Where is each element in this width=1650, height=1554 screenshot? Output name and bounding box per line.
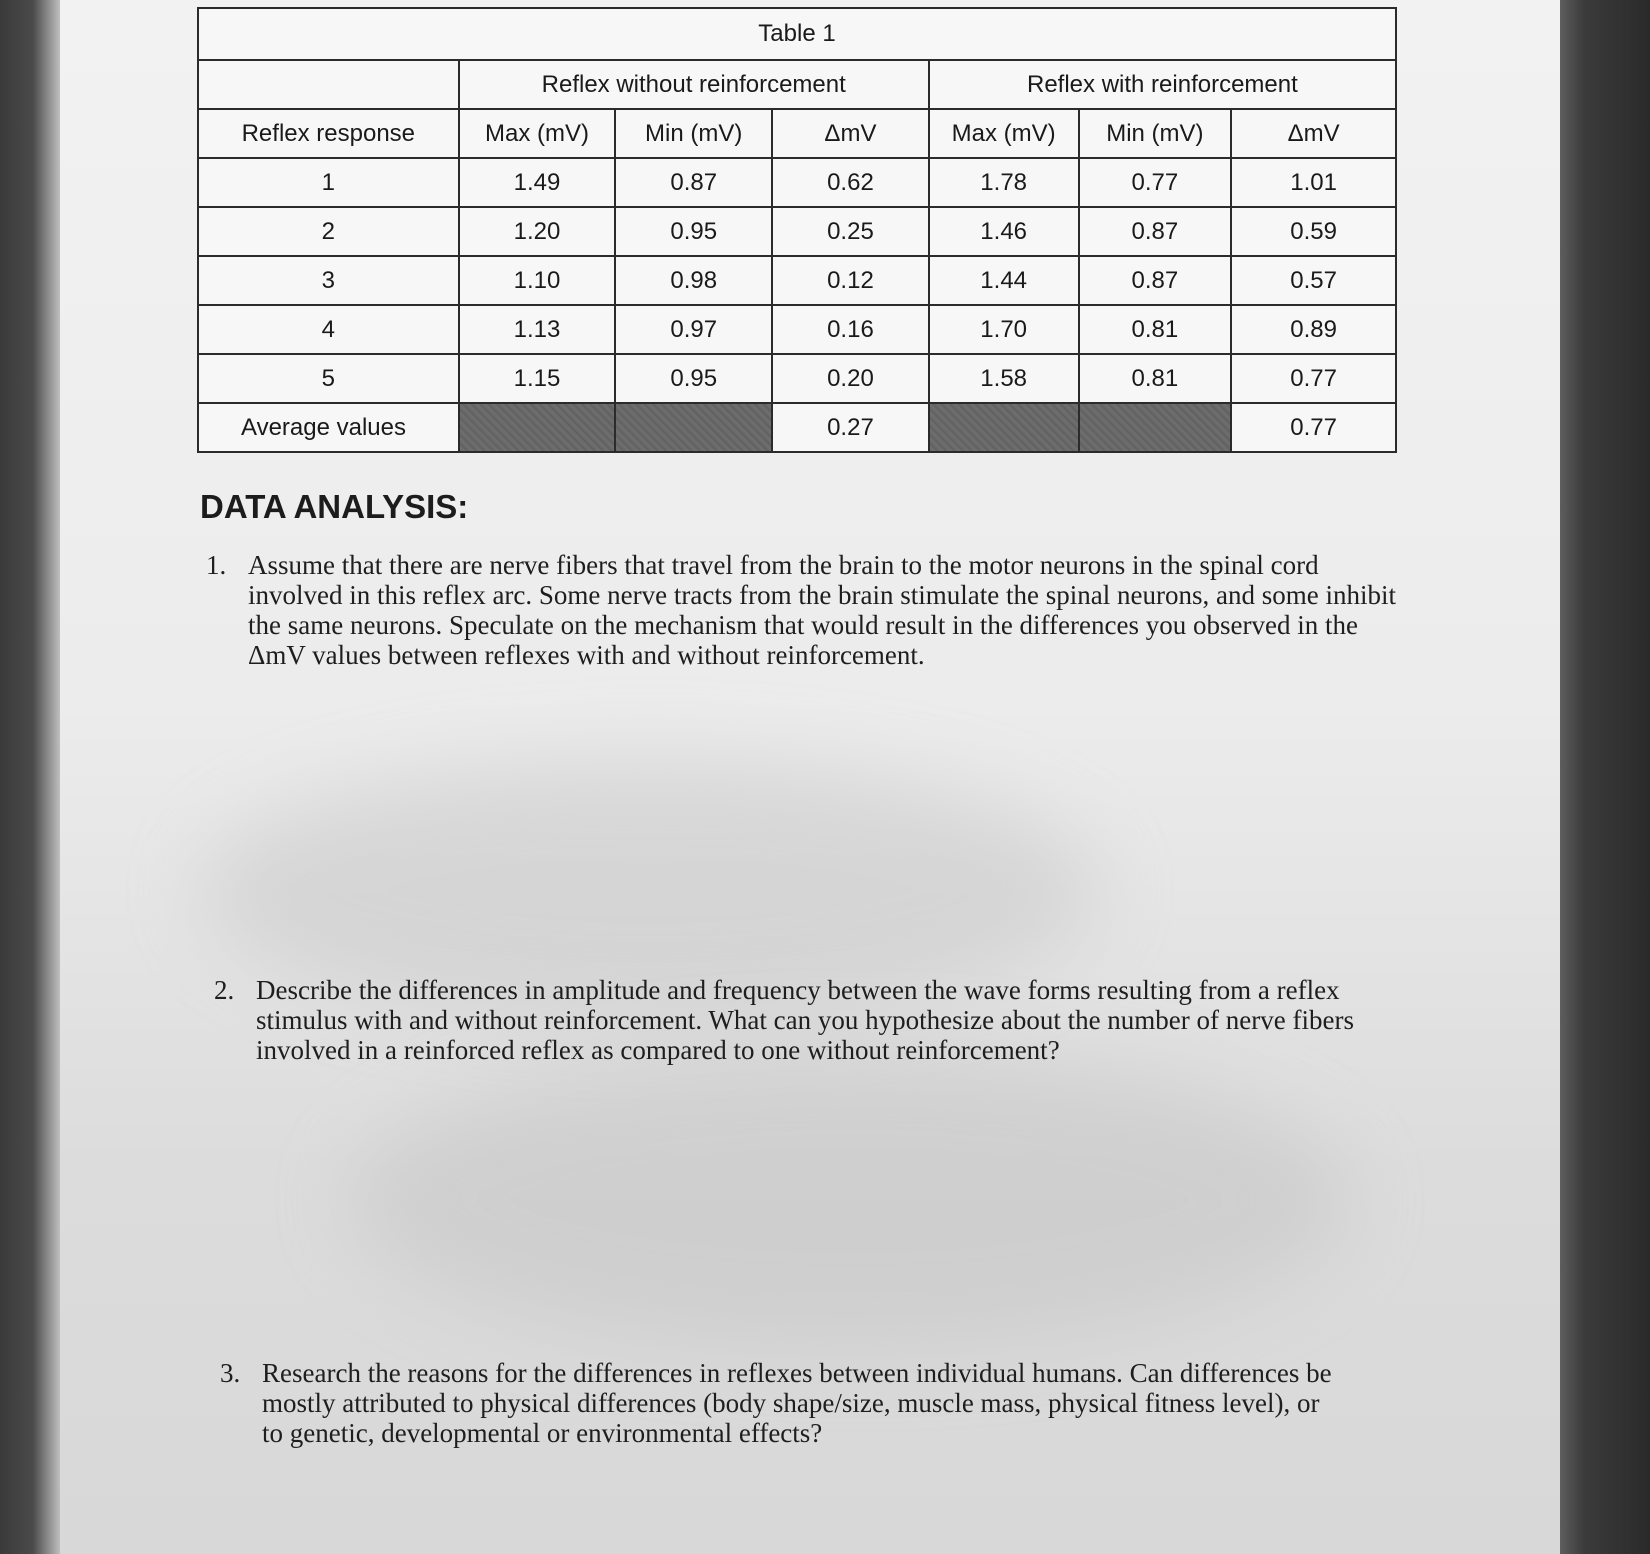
hand-shadow — [350, 1050, 1350, 1350]
data-analysis-heading: DATA ANALYSIS: — [200, 488, 469, 525]
data-table — [197, 7, 1397, 453]
table-cell: 1.44 — [929, 256, 1079, 305]
table-cell: 2 — [198, 207, 459, 256]
question-number: 1. — [206, 550, 227, 580]
table-cell: 1.78 — [929, 158, 1079, 207]
question-text: Assume that there are nerve fibers that travel from the brain to the motor neurons in the spinal cord involved in this reflex arc. Some nerve tracts from the brain stimulate the spinal neurons, and some inhibit the same neurons. Speculate on the mechanism that would result in the differences you observed in the ΔmV values between reflexes with and without reinforcement. — [248, 550, 1396, 670]
table-row — [198, 158, 1396, 207]
shaded-cell — [459, 403, 616, 452]
table-cell: 0.81 — [1079, 305, 1232, 354]
group-header-with: Reflex with reinforcement — [929, 60, 1396, 109]
table-cell: 1.20 — [459, 207, 616, 256]
table-cell: 1.13 — [459, 305, 616, 354]
column-header: Max (mV) — [929, 109, 1079, 158]
table-cell: 0.95 — [615, 354, 772, 403]
column-header: ΔmV — [772, 109, 929, 158]
table-cell: 1.58 — [929, 354, 1079, 403]
table-row — [198, 256, 1396, 305]
table-cell: 1.46 — [929, 207, 1079, 256]
average-row — [198, 403, 1396, 452]
question-text: Describe the differences in amplitude and frequency between the wave forms resulting from a reflex stimulus with and without reinforcement. What can you hypothesize about the number of nerve fibers involved in a reinforced reflex as compared to one without reinforcement? — [256, 975, 1354, 1065]
table-cell: 0.87 — [615, 158, 772, 207]
table-row — [198, 207, 1396, 256]
table-cell: 0.57 — [1231, 256, 1396, 305]
empty-header-cell — [198, 60, 459, 109]
group-header-without: Reflex without reinforcement — [459, 60, 929, 109]
table-row — [198, 354, 1396, 403]
column-header: Max (mV) — [459, 109, 616, 158]
table-cell: 0.12 — [772, 256, 929, 305]
table-cell: 0.62 — [772, 158, 929, 207]
table-cell: 0.77 — [1079, 158, 1232, 207]
table-cell: 4 — [198, 305, 459, 354]
average-label: Average values — [198, 403, 459, 452]
shaded-cell — [615, 403, 772, 452]
question-1 — [206, 550, 1418, 670]
table-cell: 3 — [198, 256, 459, 305]
column-header: Min (mV) — [1079, 109, 1232, 158]
table-title: Table 1 — [198, 8, 1396, 60]
table-cell: 1.01 — [1231, 158, 1396, 207]
table-cell: 0.59 — [1231, 207, 1396, 256]
table-cell: 1 — [198, 158, 459, 207]
table-cell: 0.16 — [772, 305, 929, 354]
table-cell: 0.95 — [615, 207, 772, 256]
table-cell: 0.20 — [772, 354, 929, 403]
table-cell: 0.81 — [1079, 354, 1232, 403]
table-cell: 0.87 — [1079, 207, 1232, 256]
table-cell: 1.49 — [459, 158, 616, 207]
table-cell: 1.15 — [459, 354, 616, 403]
shaded-cell — [1079, 403, 1232, 452]
table-cell: 0.98 — [615, 256, 772, 305]
question-text: Research the reasons for the differences in reflexes between individual humans. Can differences be mostly attributed to physical differences (body shape/size, muscle mass, physical fitness level), or to genetic, developmental or environmental effects? — [262, 1358, 1332, 1448]
average-delta-with: 0.77 — [1231, 403, 1396, 452]
table-row — [198, 305, 1396, 354]
column-header: ΔmV — [1231, 109, 1396, 158]
table-cell: 1.10 — [459, 256, 616, 305]
table-cell: 5 — [198, 354, 459, 403]
column-header: Reflex response — [198, 109, 459, 158]
question-2 — [214, 975, 1396, 1065]
table-cell: 0.25 — [772, 207, 929, 256]
table-cell: 0.77 — [1231, 354, 1396, 403]
shaded-cell — [929, 403, 1079, 452]
table-cell: 1.70 — [929, 305, 1079, 354]
question-number: 2. — [214, 975, 235, 1005]
average-delta-without: 0.27 — [772, 403, 929, 452]
question-number: 3. — [220, 1358, 241, 1388]
table-cell: 0.97 — [615, 305, 772, 354]
table-cell: 0.87 — [1079, 256, 1232, 305]
column-header: Min (mV) — [615, 109, 772, 158]
question-3 — [220, 1358, 1342, 1448]
table-cell: 0.89 — [1231, 305, 1396, 354]
